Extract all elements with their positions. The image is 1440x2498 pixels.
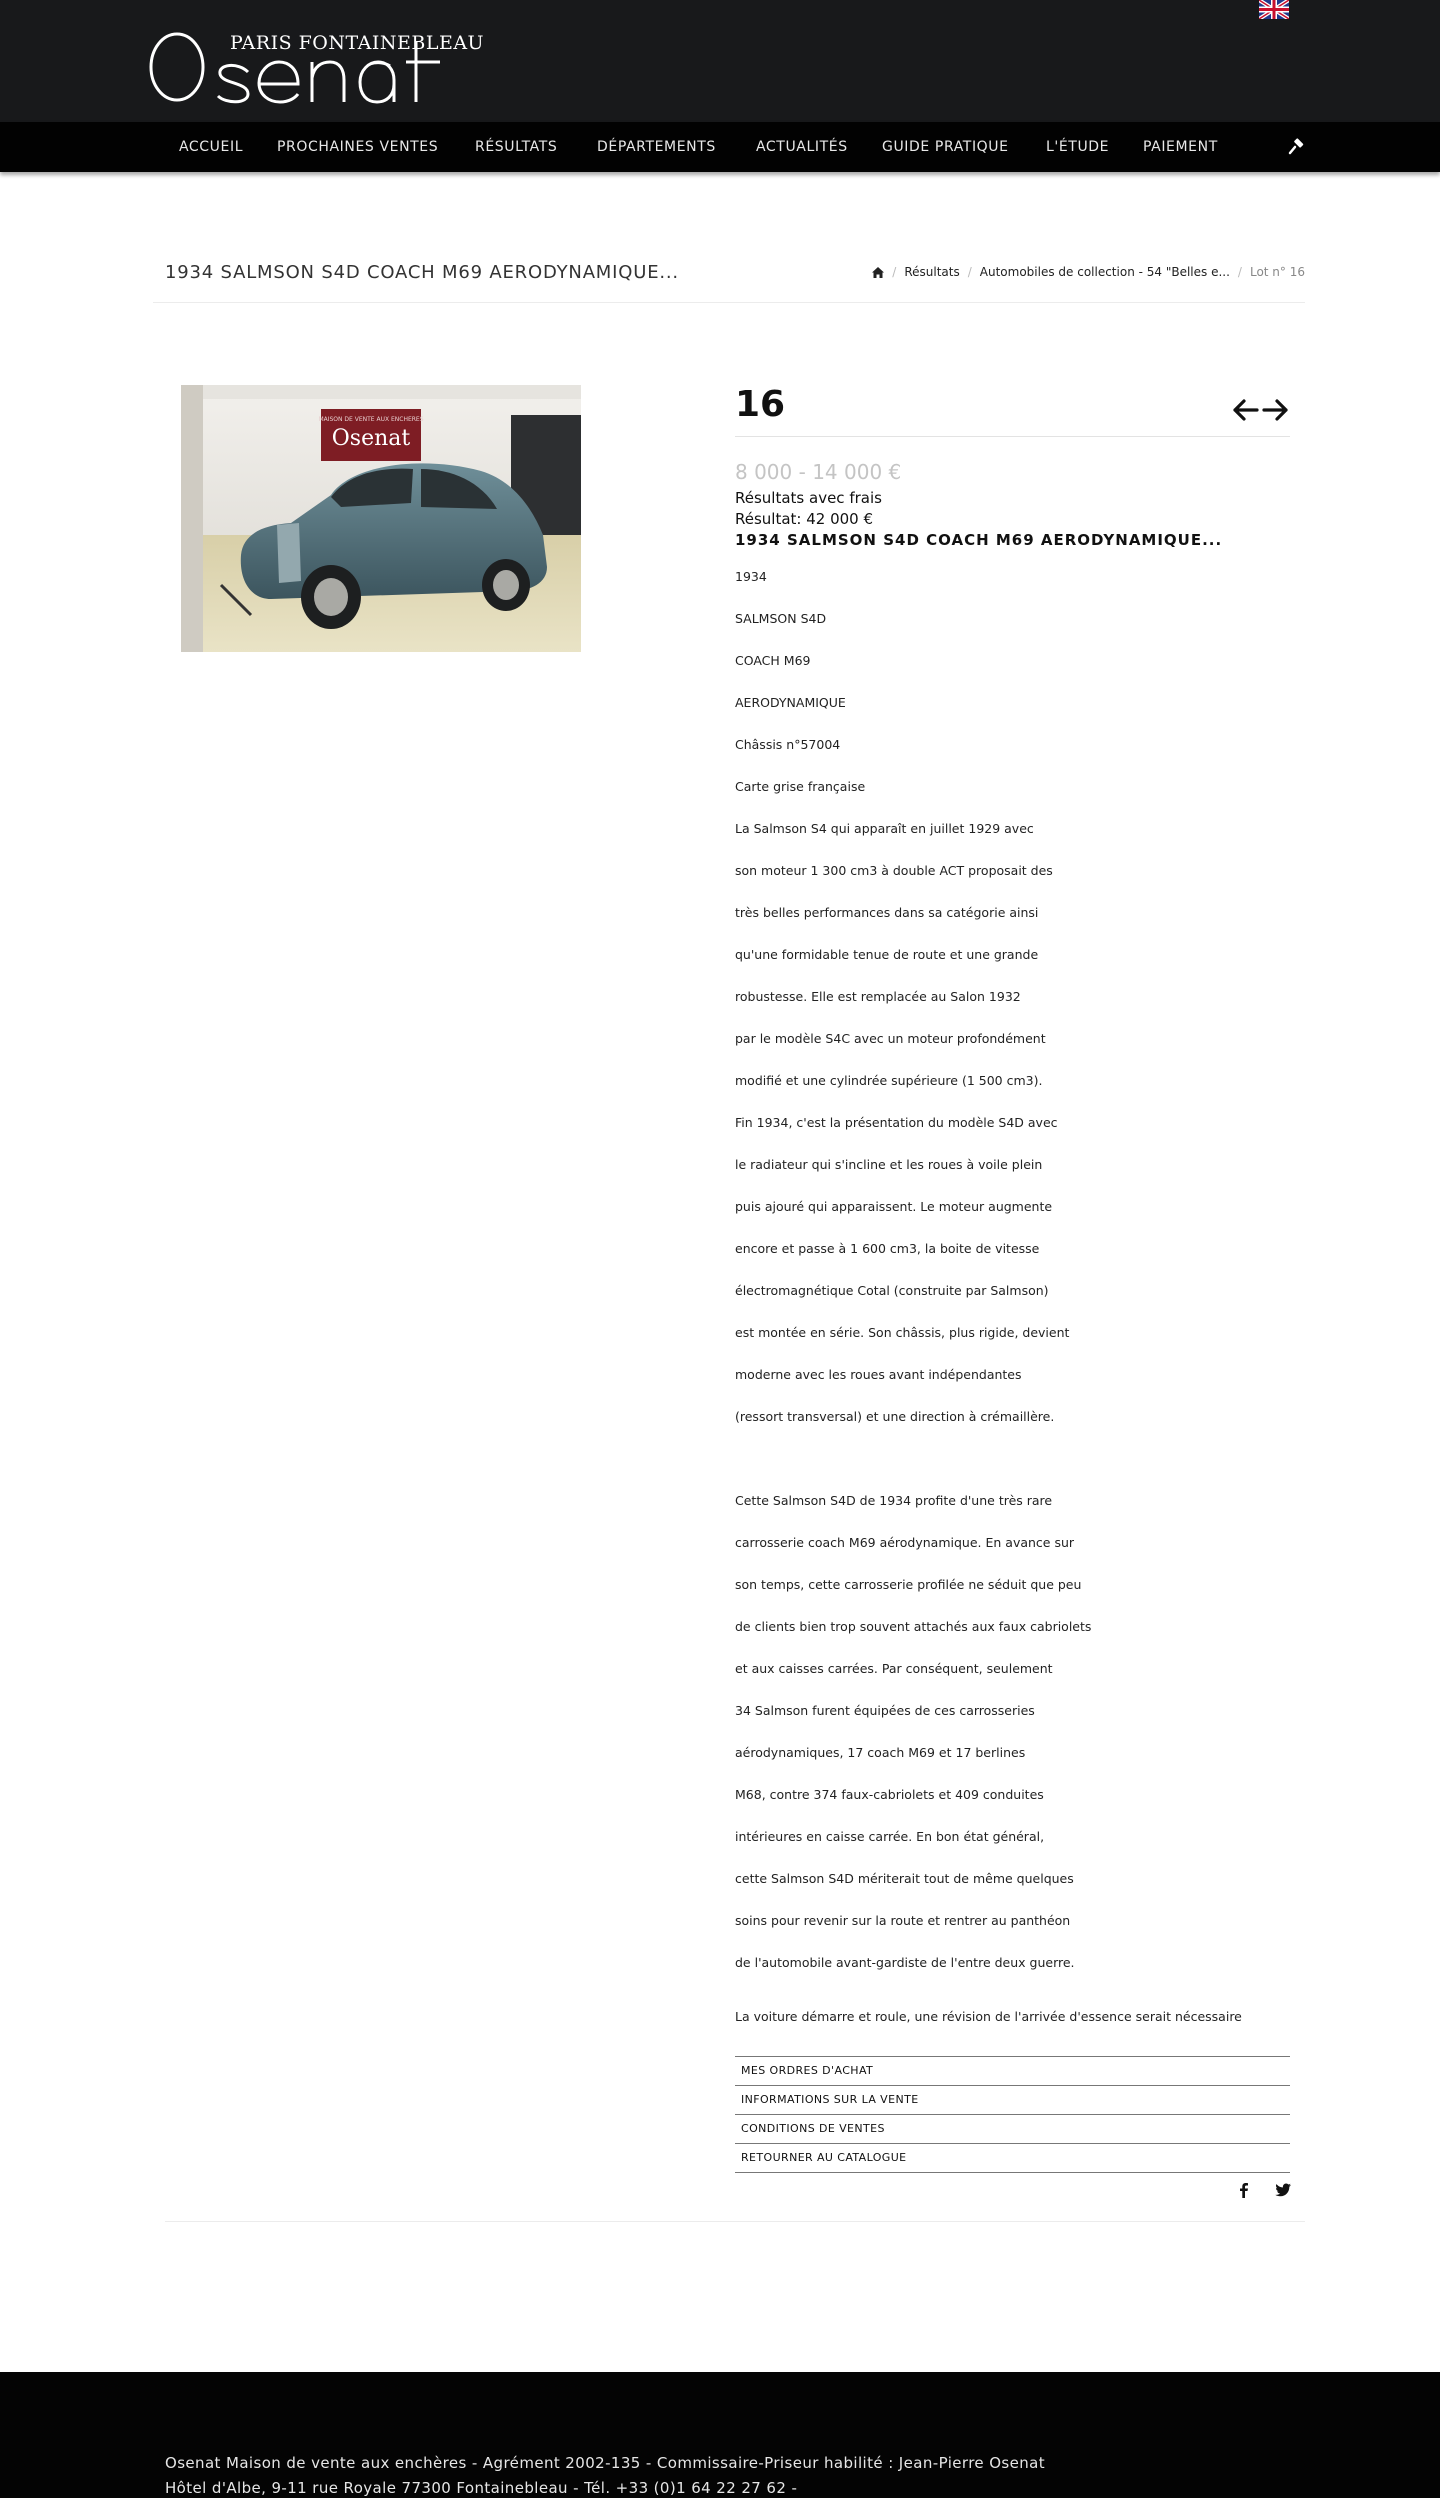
lot-number: 16 xyxy=(735,384,786,425)
description-line: robustesse. Elle est remplacée au Salon 1932 xyxy=(735,989,1021,1004)
description-line xyxy=(735,1449,1295,1491)
description-line: 1934 xyxy=(735,569,767,584)
main-nav xyxy=(0,122,1440,172)
description-line: soins pour revenir sur la route et rentrer au panthéon xyxy=(735,1913,1071,1928)
page-title: 1934 SALMSON S4D COACH M69 AERODYNAMIQUE... xyxy=(165,262,679,283)
description-line: Cette Salmson S4D de 1934 profite d'une très rare xyxy=(735,1493,1053,1508)
svg-text:MAISON DE VENTE AUX ENCHERES: MAISON DE VENTE AUX ENCHERES xyxy=(318,416,424,423)
description-line: de l'automobile avant-gardiste de l'entre deux guerre. xyxy=(735,1955,1075,1970)
footer-legal: Osenat Maison de vente aux enchères - Agrément 2002-135 - Commissaire-Priseur habilité : Jean-Pierre Osenat xyxy=(165,2454,1046,2472)
lot-estimate: 8 000 - 14 000 € xyxy=(735,460,902,484)
breadcrumb-sale[interactable]: Automobiles de collection - 54 "Belles e... xyxy=(979,265,1230,279)
link-conditions-ventes[interactable]: CONDITIONS DE VENTES xyxy=(735,2115,1290,2144)
description-line: carrosserie coach M69 aérodynamique. En avance sur xyxy=(735,1535,1075,1550)
site-footer xyxy=(0,2372,1440,2498)
description-line: moderne avec les roues avant indépendantes xyxy=(735,1367,1022,1382)
nav-prochaines-ventes[interactable]: PROCHAINES VENTES xyxy=(277,139,439,155)
description-line: cette Salmson S4D mériterait tout de même quelques xyxy=(735,1871,1074,1886)
breadcrumb-separator: / xyxy=(967,265,972,279)
description-line: est montée en série. Son châssis, plus rigide, devient xyxy=(735,1325,1070,1340)
description-line: La Salmson S4 qui apparaît en juillet 1929 avec xyxy=(735,821,1034,836)
breadcrumb xyxy=(872,265,1305,279)
lot-result: Résultat: 42 000 € xyxy=(735,510,874,528)
description-line: électromagnétique Cotal (construite par Salmson) xyxy=(735,1283,1049,1298)
arrow-right-icon[interactable] xyxy=(1262,398,1290,422)
description-line: Carte grise française xyxy=(735,779,866,794)
description-line: M68, contre 374 faux-cabriolets et 409 conduites xyxy=(735,1787,1044,1802)
divider xyxy=(735,436,1290,437)
gavel-icon[interactable] xyxy=(1288,138,1306,156)
uk-flag-icon[interactable] xyxy=(1259,0,1289,19)
nav-departements[interactable]: DÉPARTEMENTS xyxy=(597,139,716,155)
link-mes-ordres-achat[interactable]: MES ORDRES D'ACHAT xyxy=(735,2057,1290,2086)
description-line: qu'une formidable tenue de route et une grande xyxy=(735,947,1039,962)
description-line: modifié et une cylindrée supérieure (1 500 cm3). xyxy=(735,1073,1043,1088)
description-line: AERODYNAMIQUE xyxy=(735,695,846,710)
description-line: COACH M69 xyxy=(735,653,811,668)
footer-address: Hôtel d'Albe, 9-11 rue Royale 77300 Fontainebleau - Tél. +33 (0)1 64 22 27 62 - xyxy=(165,2479,798,2497)
breadcrumb-separator: / xyxy=(892,265,897,279)
link-informations-vente[interactable]: INFORMATIONS SUR LA VENTE xyxy=(735,2086,1290,2115)
description-note: La voiture démarre et roule, une révision de l'arrivée d'essence serait nécessaire xyxy=(735,2009,1242,2024)
breadcrumb-results[interactable]: Résultats xyxy=(904,265,960,279)
nav-actualites[interactable]: ACTUALITÉS xyxy=(756,139,848,155)
description-line: Châssis n°57004 xyxy=(735,737,841,752)
twitter-icon[interactable] xyxy=(1273,2180,1293,2200)
home-icon[interactable] xyxy=(872,267,884,278)
logo-wordmark-graphic xyxy=(148,32,488,104)
breadcrumb-current: Lot n° 16 xyxy=(1249,265,1305,279)
description-line: de clients bien trop souvent attachés aux faux cabriolets xyxy=(735,1619,1092,1634)
nav-accueil[interactable]: ACCUEIL xyxy=(179,139,244,155)
description-line: et aux caisses carrées. Par conséquent, seulement xyxy=(735,1661,1053,1676)
description-line: (ressort transversal) et une direction à crémaillère. xyxy=(735,1409,1055,1424)
description-line: par le modèle S4C avec un moteur profondément xyxy=(735,1031,1046,1046)
nav-paiement[interactable]: PAIEMENT xyxy=(1143,139,1218,155)
description-line: SALMSON S4D xyxy=(735,611,827,626)
divider xyxy=(165,2221,1305,2222)
description-line: son temps, cette carrosserie profilée ne séduit que peu xyxy=(735,1577,1082,1592)
description-line: 34 Salmson furent équipées de ces carrosseries xyxy=(735,1703,1035,1718)
description-line: le radiateur qui s'incline et les roues à voile plein xyxy=(735,1157,1043,1172)
svg-text:Osenat: Osenat xyxy=(331,426,411,451)
lot-photo[interactable] xyxy=(181,385,581,652)
lot-description xyxy=(735,567,1295,1995)
nav-guide-pratique[interactable]: GUIDE PRATIQUE xyxy=(882,139,1009,155)
description-line: aérodynamiques, 17 coach M69 et 17 berlines xyxy=(735,1745,1026,1760)
lot-heading: 1934 SALMSON S4D COACH M69 AERODYNAMIQUE... xyxy=(735,531,1223,549)
description-line: Fin 1934, c'est la présentation du modèle S4D avec xyxy=(735,1115,1058,1130)
nav-resultats[interactable]: RÉSULTATS xyxy=(475,139,558,155)
description-line: son moteur 1 300 cm3 à double ACT proposait des xyxy=(735,863,1053,878)
divider xyxy=(153,302,1305,303)
results-with-fees: Résultats avec frais xyxy=(735,489,882,507)
breadcrumb-separator: / xyxy=(1237,265,1242,279)
nav-etude[interactable]: L'ÉTUDE xyxy=(1046,139,1110,155)
description-line: puis ajouré qui apparaissent. Le moteur augmente xyxy=(735,1199,1053,1214)
facebook-icon[interactable] xyxy=(1234,2180,1254,2200)
arrow-left-icon[interactable] xyxy=(1231,398,1259,422)
description-line: encore et passe à 1 600 cm3, la boite de vitesse xyxy=(735,1241,1040,1256)
link-retourner-catalogue[interactable]: RETOURNER AU CATALOGUE xyxy=(735,2144,1290,2173)
osenat-logo[interactable] xyxy=(148,32,488,104)
lot-links xyxy=(735,2056,1290,2173)
description-line: intérieures en caisse carrée. En bon état général, xyxy=(735,1829,1045,1844)
logo-tagline: PARIS FONTAINEBLEAU xyxy=(230,32,485,54)
description-line: très belles performances dans sa catégorie ainsi xyxy=(735,905,1039,920)
site-header xyxy=(0,0,1440,122)
